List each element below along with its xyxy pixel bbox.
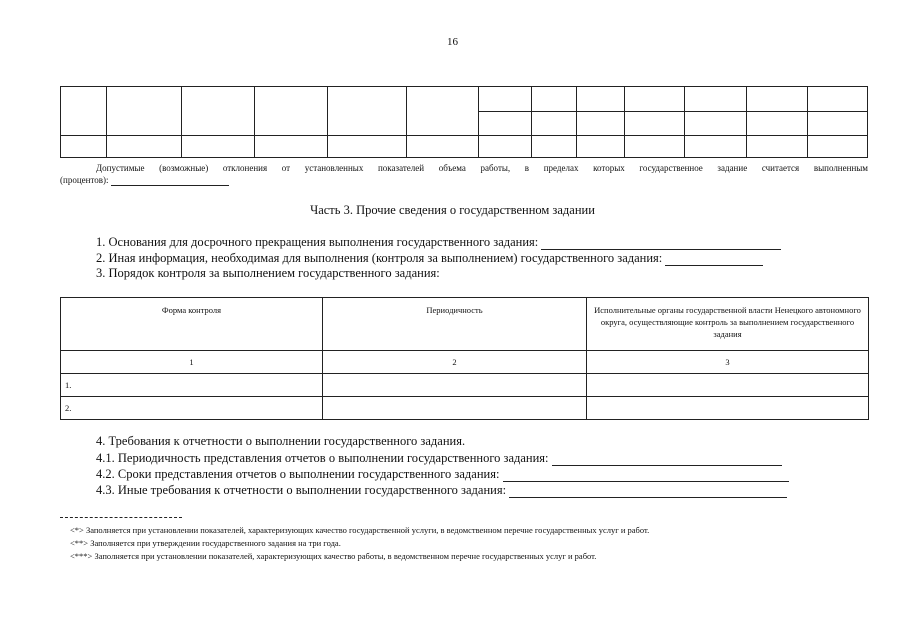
item-1-blank xyxy=(541,249,781,250)
footnote-1: <*> Заполняется при установлении показателей, характеризующих качество государственной услуги, в ведомственном перечне государственных услуг и работ. xyxy=(70,525,650,535)
table-column-divider xyxy=(576,87,577,157)
table-column-divider xyxy=(106,87,107,157)
table-column-divider xyxy=(181,87,182,157)
table-row xyxy=(61,397,869,420)
part3-title: Часть 3. Прочие сведения о государственном задании xyxy=(310,203,595,217)
report-item-4-1-blank xyxy=(552,465,782,466)
table-column-divider xyxy=(624,87,625,157)
item-3-text: 3. Порядок контроля за выполнением государственного задания: xyxy=(96,266,440,280)
table-column-divider xyxy=(478,87,479,157)
report-item-4-2 xyxy=(96,467,789,482)
table-column-divider xyxy=(406,87,407,157)
report-item-4-2-text: 4.2. Сроки представления отчетов о выполнении государственного задания: xyxy=(96,467,500,481)
table-cell xyxy=(587,374,869,397)
report-item-4 xyxy=(96,434,465,449)
footnote-3: <***> Заполняется при установлении показателей, характеризующих качество работы, в ведомственном перечне государственных услуг и работ. xyxy=(70,551,597,561)
item-1-text: 1. Основания для досрочного прекращения выполнения государственного задания: xyxy=(96,235,539,249)
report-item-4-text: 4. Требования к отчетности о выполнении государственного задания. xyxy=(96,434,466,448)
table-column-divider xyxy=(531,87,532,157)
table-row xyxy=(61,374,869,397)
table-cell xyxy=(587,397,869,420)
column-number-row xyxy=(61,351,869,374)
header-form-of-control: Форма контроля xyxy=(61,298,323,351)
deviation-blank-line xyxy=(111,185,229,186)
column-number: 2 xyxy=(323,351,587,374)
table-column-divider xyxy=(746,87,747,157)
item-2-text: 2. Иная информация, необходимая для выполнения (контроля за выполнением) государственного задания: xyxy=(96,251,663,265)
deviation-note-line1: Допустимые (возможные) отклонения от установленных показателей объема работы, в пределах которых государственное задание считается выполненным xyxy=(96,163,868,173)
table-cell xyxy=(323,374,587,397)
table-cell xyxy=(323,397,587,420)
report-item-4-3 xyxy=(96,483,787,498)
item-2-blank xyxy=(665,265,763,266)
deviation-note-line2 xyxy=(60,174,229,186)
table-column-divider xyxy=(327,87,328,157)
table-row-divider xyxy=(478,111,867,112)
report-item-4-1-text: 4.1. Периодичность представления отчетов о выполнении государственного задания: xyxy=(96,451,549,465)
column-number: 3 xyxy=(587,351,869,374)
table-cell: 2. xyxy=(61,397,323,420)
footnote-separator xyxy=(60,517,182,518)
control-table-header xyxy=(61,298,869,351)
report-item-4-3-text: 4.3. Иные требования к отчетности о выполнении государственного задания: xyxy=(96,483,507,497)
table-column-divider xyxy=(807,87,808,157)
table-row-divider xyxy=(61,135,867,136)
deviation-note-label: (процентов): xyxy=(60,175,109,185)
table-cell: 1. xyxy=(61,374,323,397)
page-number: 16 xyxy=(447,36,458,48)
table-column-divider xyxy=(684,87,685,157)
column-number: 1 xyxy=(61,351,323,374)
header-periodicity: Периодичность xyxy=(323,298,587,351)
header-executive-bodies: Исполнительные органы государственной власти Ненецкого автономного округа, осуществляющие контроль за выполнением государственного задания xyxy=(587,298,869,351)
report-item-4-2-blank xyxy=(503,481,789,482)
continued-table xyxy=(60,86,868,158)
item-1 xyxy=(96,235,781,250)
table-column-divider xyxy=(254,87,255,157)
item-3 xyxy=(96,266,440,281)
footnote-2: <**> Заполняется при утверждении государственного задания на три года. xyxy=(70,538,341,548)
report-item-4-1 xyxy=(96,451,782,466)
control-table xyxy=(60,297,869,420)
item-2 xyxy=(96,251,763,266)
report-item-4-3-blank xyxy=(509,497,787,498)
